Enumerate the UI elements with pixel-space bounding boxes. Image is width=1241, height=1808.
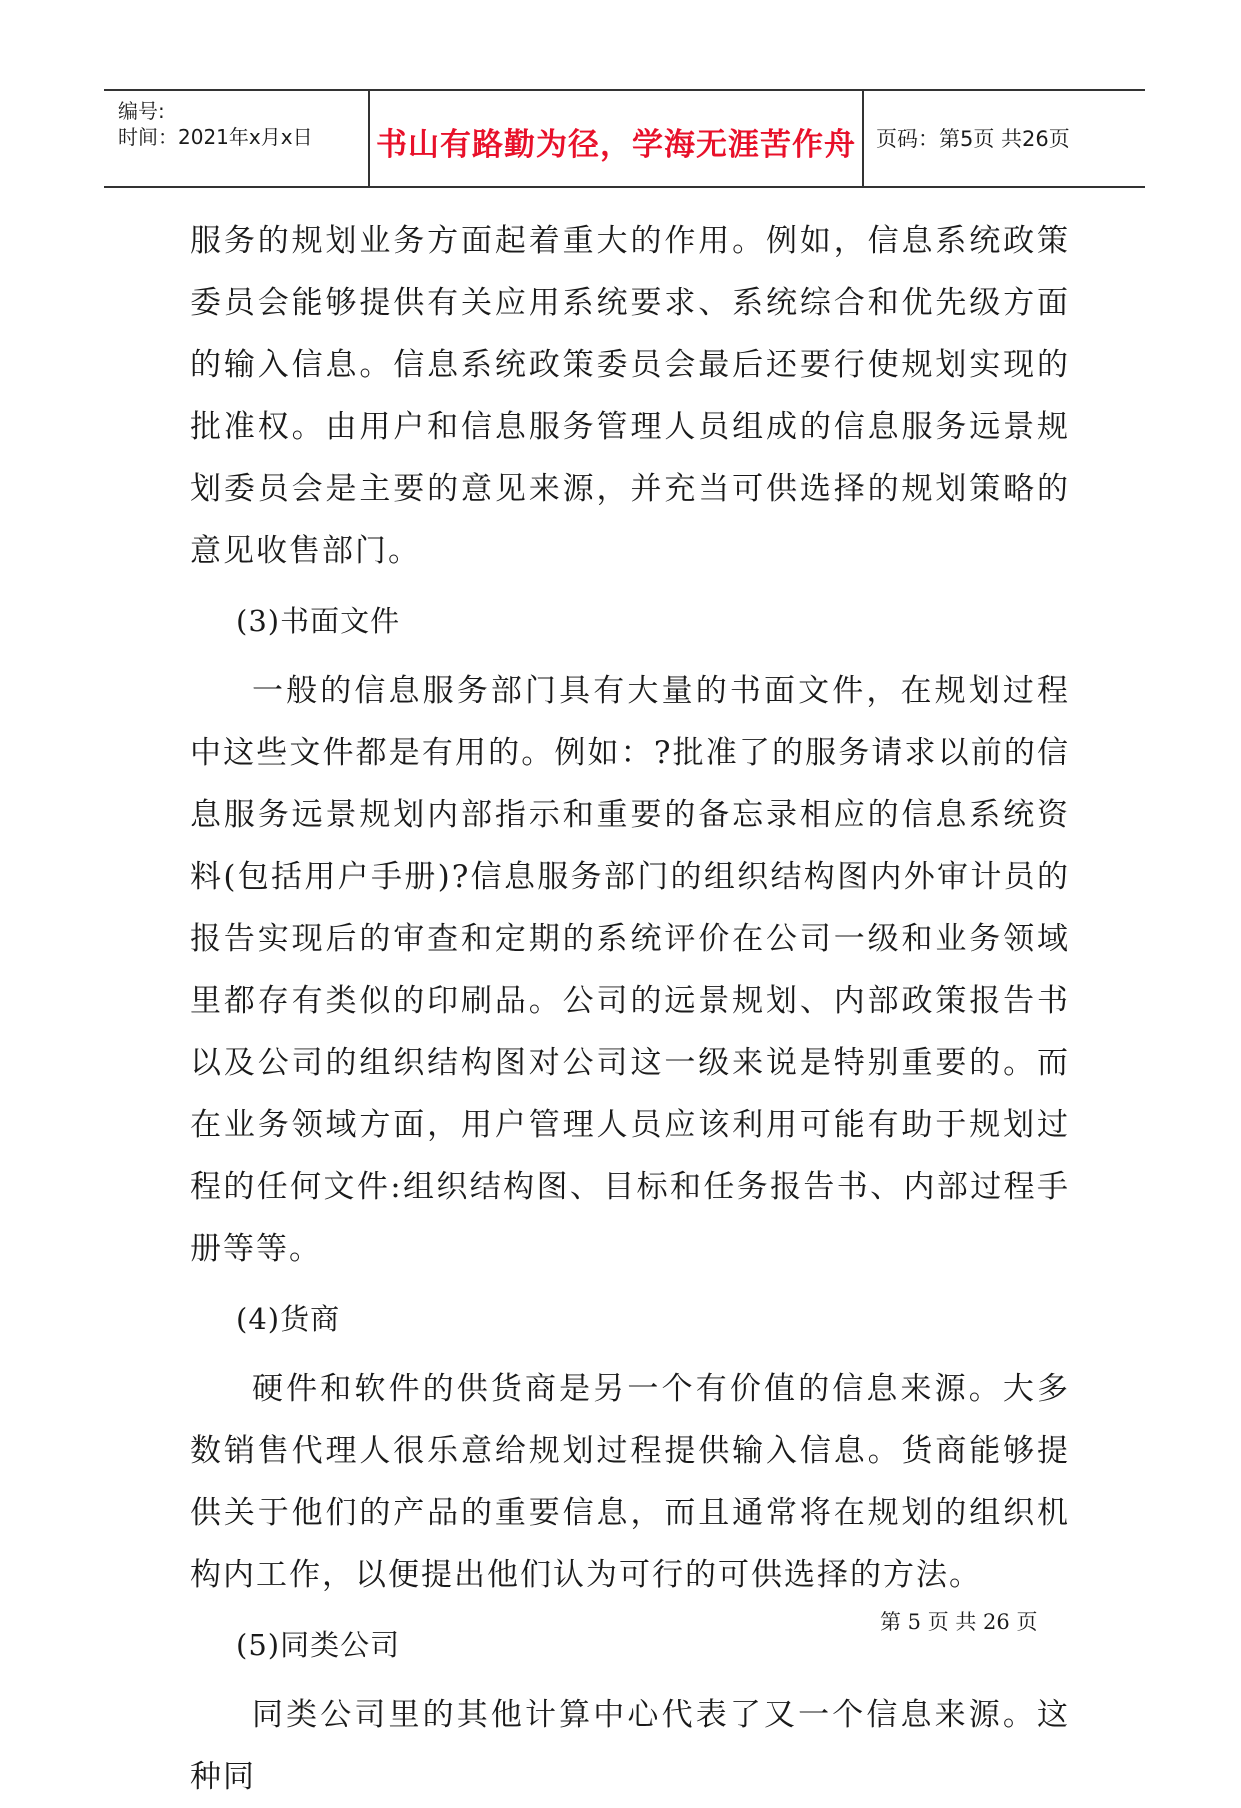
document-body [190, 210, 1070, 1808]
section-heading: (3)书面文件 [236, 604, 401, 638]
header-center-cell [368, 91, 864, 186]
paragraph: 服务的规划业务方面起着重大的作用。例如，信息系统政策委员会能够提供有关应用系统要求、系统综合和优先级方面的输入信息。信息系统政策委员会最后还要行使规划实现的批准权。由用户和信息服务管理人员组成的信息服务远景规划委员会是主要的意见来源，并充当可供选择的规划策略的意见收售部门。 [190, 223, 1070, 569]
section-heading: (5)同类公司 [236, 1628, 401, 1662]
header-right-cell [862, 91, 1145, 186]
paragraph: 一般的信息服务部门具有大量的书面文件，在规划过程中这些文件都是有用的。例如：?批准了的服务请求以前的信息服务远景规划内部指示和重要的备忘录相应的信息系统资料(包括用户手册)?信息服务部门的组织结构图内外审计员的报告实现后的审查和定期的系统评价在公司一级和业务领域里都存有类似的印刷品。公司的远景规划、内部政策报告书以及公司的组织结构图对公司这一级来说是特别重要的。而在业务领域方面，用户管理人员应该利用可能有助于规划过程的任何文件:组织结构图、目标和任务报告书、内部过程手册等等。 [190, 673, 1070, 1267]
section-heading: (4)货商 [236, 1302, 341, 1336]
paragraph: 硬件和软件的供货商是另一个有价值的信息来源。大多数销售代理人很乐意给规划过程提供输入信息。货商能够提供关于他们的产品的重要信息，而且通常将在规划的组织机构内工作，以便提出他们认为可行的可供选择的方法。 [190, 1371, 1070, 1593]
header-motto: 书山有路勤为径，学海无涯苦作舟 [376, 127, 856, 163]
header-left-cell [104, 91, 368, 186]
header-table [104, 89, 1145, 188]
footer-page-number: 第 5 页 共 26 页 [880, 1610, 1038, 1634]
header-page-number: 页码：第5页 共26页 [876, 127, 1070, 151]
paragraph: 同类公司里的其他计算中心代表了又一个信息来源。这种同 [190, 1697, 1070, 1795]
document-time-label: 时间：2021年x月x日 [118, 125, 313, 149]
document-number-label: 编号: [118, 99, 165, 123]
